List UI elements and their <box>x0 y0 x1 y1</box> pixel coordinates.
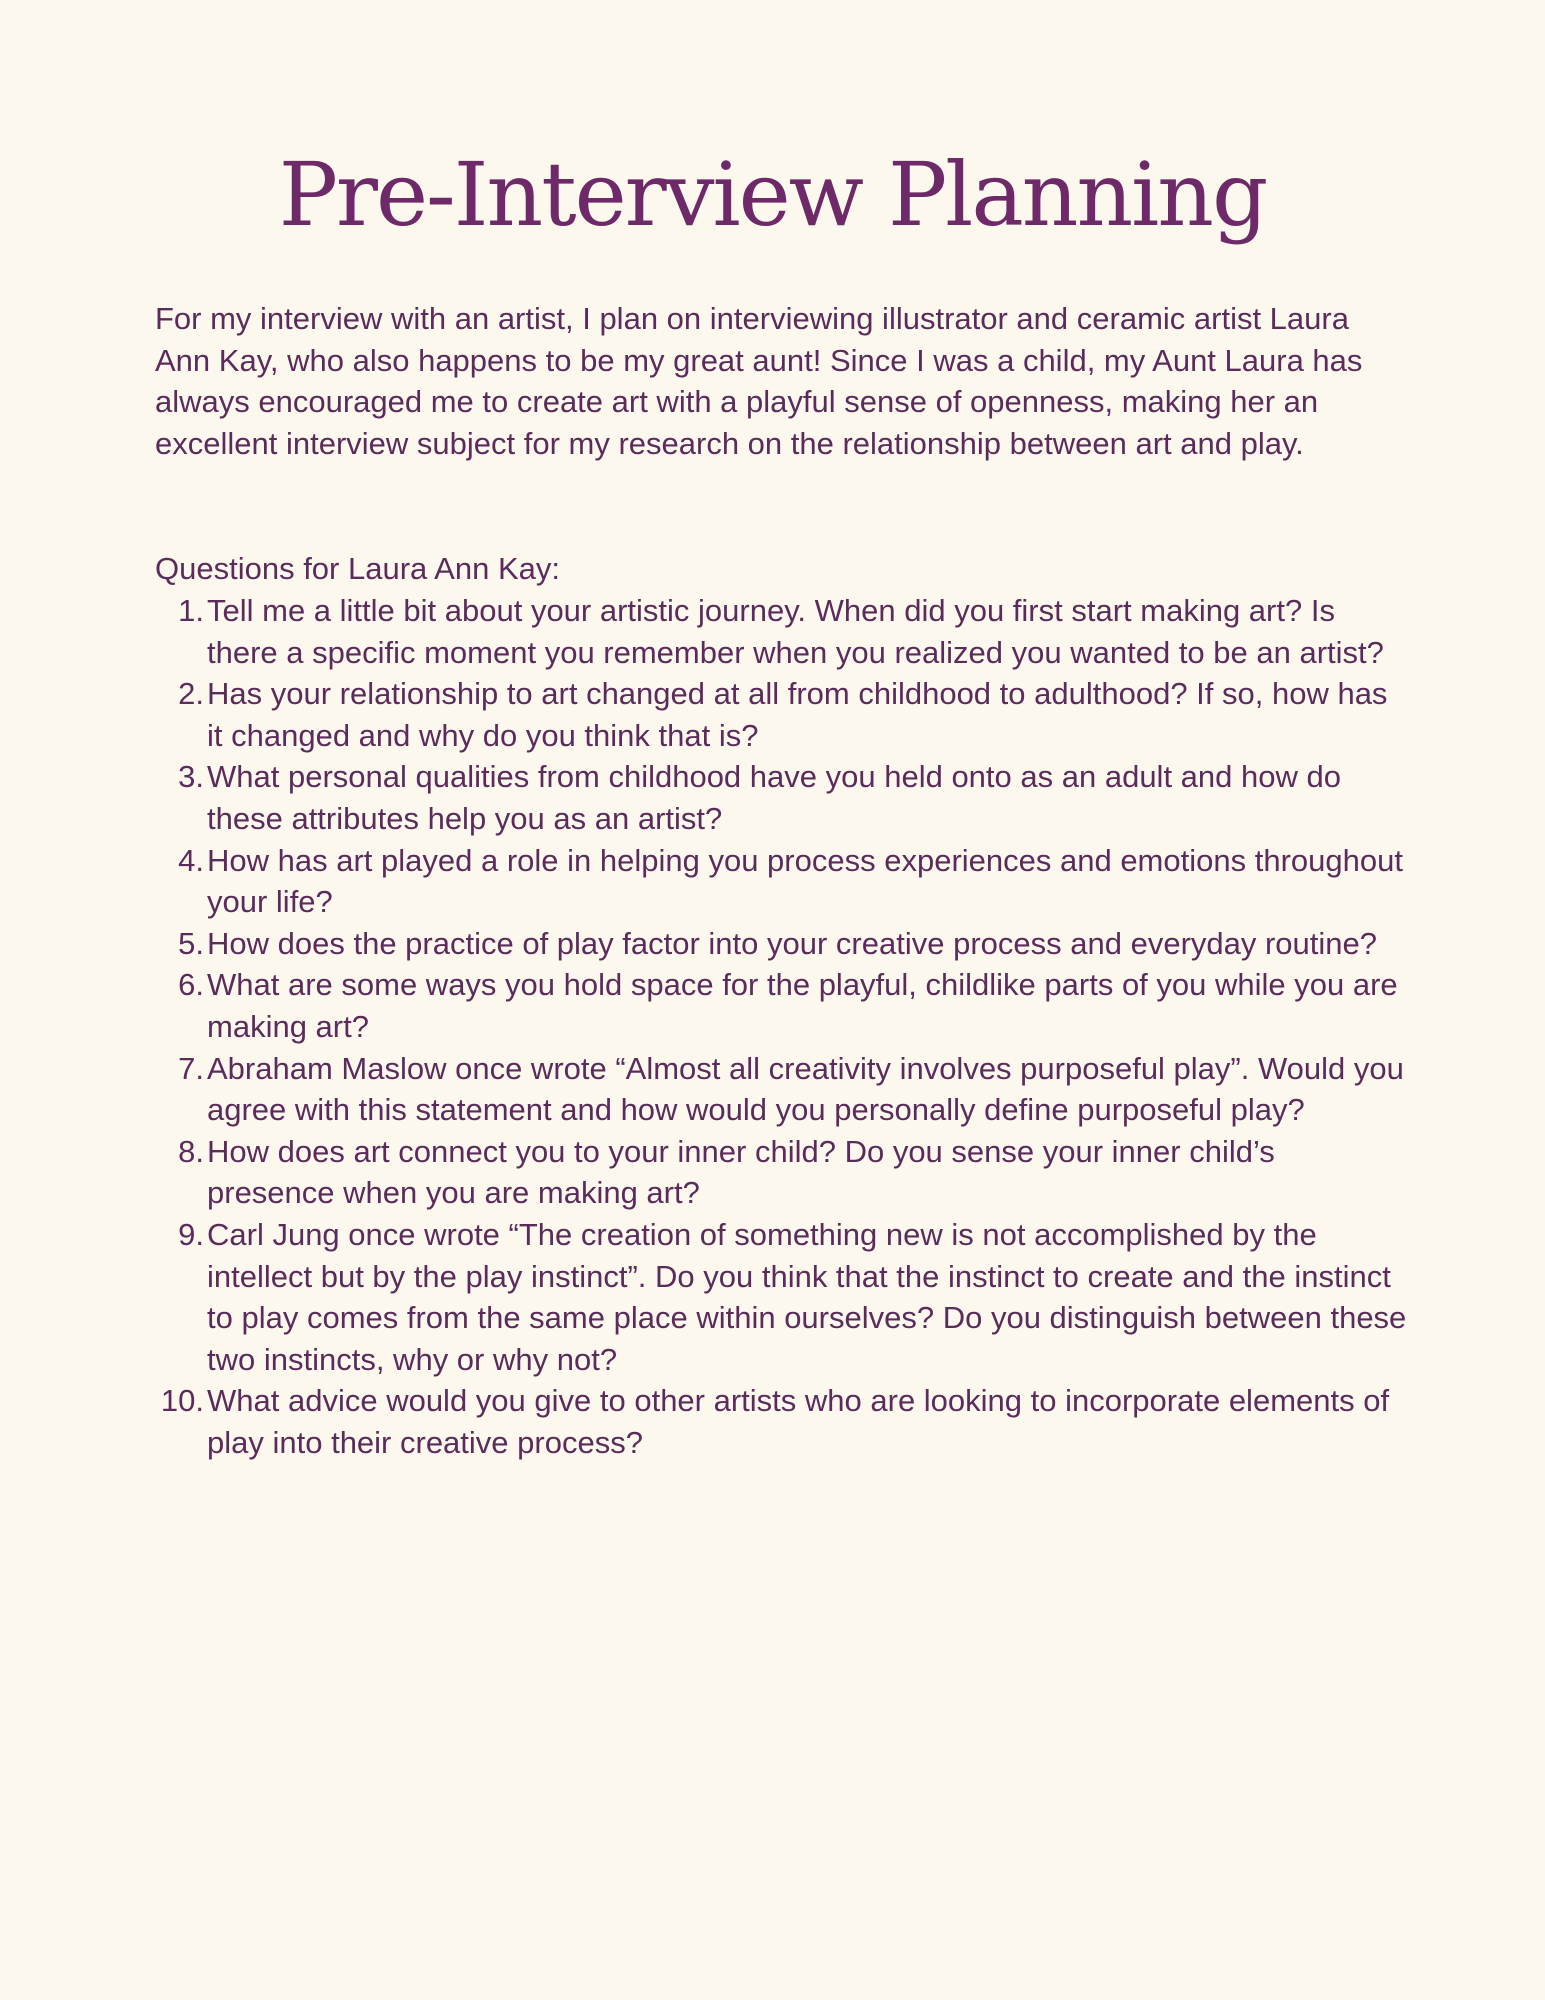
question-number: 9. <box>178 1216 204 1252</box>
question-item <box>155 1380 1410 1463</box>
questions-list <box>155 590 1410 1463</box>
question-item <box>155 1131 1410 1214</box>
question-item <box>155 673 1410 756</box>
question-item <box>155 1048 1410 1131</box>
question-number: 7. <box>178 1050 204 1086</box>
questions-heading: Questions for Laura Ann Kay: <box>155 551 560 586</box>
intro-paragraph: For my interview with an artist, I plan on interviewing illustrator and ceramic artist Laura Ann Kay, who also happens to be my great aunt! Since I was a child, my Aunt Laura has always encouraged me to create art with a playful sense of openness, making her an excellent interview subject for my research on the relationship between art and play. <box>155 301 1363 461</box>
question-text: Abraham Maslow once wrote “Almost all creativity involves purposeful play”. Would you agree with this statement and how would you personally define purposeful play? <box>207 1050 1404 1128</box>
question-item <box>155 1214 1410 1380</box>
question-item <box>155 964 1410 1047</box>
question-number: 2. <box>178 676 204 712</box>
question-number: 1. <box>178 593 204 628</box>
question-text: What advice would you give to other artists who are looking to incorporate elements of play into their creative process? <box>207 1383 1390 1460</box>
question-item <box>155 590 1410 673</box>
page-title: Pre-Interview Planning <box>278 143 1267 246</box>
question-text: Has your relationship to art changed at all from childhood to adulthood? If so, how has it changed and why do you think that is? <box>207 676 1388 753</box>
question-number: 3. <box>178 759 204 795</box>
question-number: 6. <box>178 967 204 1003</box>
question-item <box>155 840 1410 923</box>
question-text: What personal qualities from childhood have you held onto as an adult and how do these attributes help you as an artist? <box>207 759 1341 836</box>
question-item <box>155 923 1410 965</box>
question-text: How does art connect you to your inner child? Do you sense your inner child’s presence when you are making art? <box>207 1133 1275 1211</box>
question-number: 4. <box>178 842 204 878</box>
question-text: How has art played a role in helping you process experiences and emotions throughout your life? <box>207 842 1403 920</box>
question-item <box>155 756 1410 839</box>
question-number: 8. <box>178 1133 204 1169</box>
question-number: 5. <box>178 925 204 961</box>
question-text: How does the practice of play factor into your creative process and everyday routine? <box>207 925 1378 961</box>
question-text: Carl Jung once wrote “The creation of something new is not accomplished by the intellect but by the play instinct”. Do you think that the instinct to create and the instinct to play comes from the same place within ourselves? Do you distinguish between these two instincts, why or why not? <box>207 1216 1407 1377</box>
question-text: Tell me a little bit about your artistic journey. When did you first start making art? Is there a specific moment you remember when you realized you wanted to be an artist? <box>207 593 1384 670</box>
question-text: What are some ways you hold space for the playful, childlike parts of you while you are making art? <box>207 967 1398 1044</box>
question-number: 10. <box>160 1383 204 1419</box>
